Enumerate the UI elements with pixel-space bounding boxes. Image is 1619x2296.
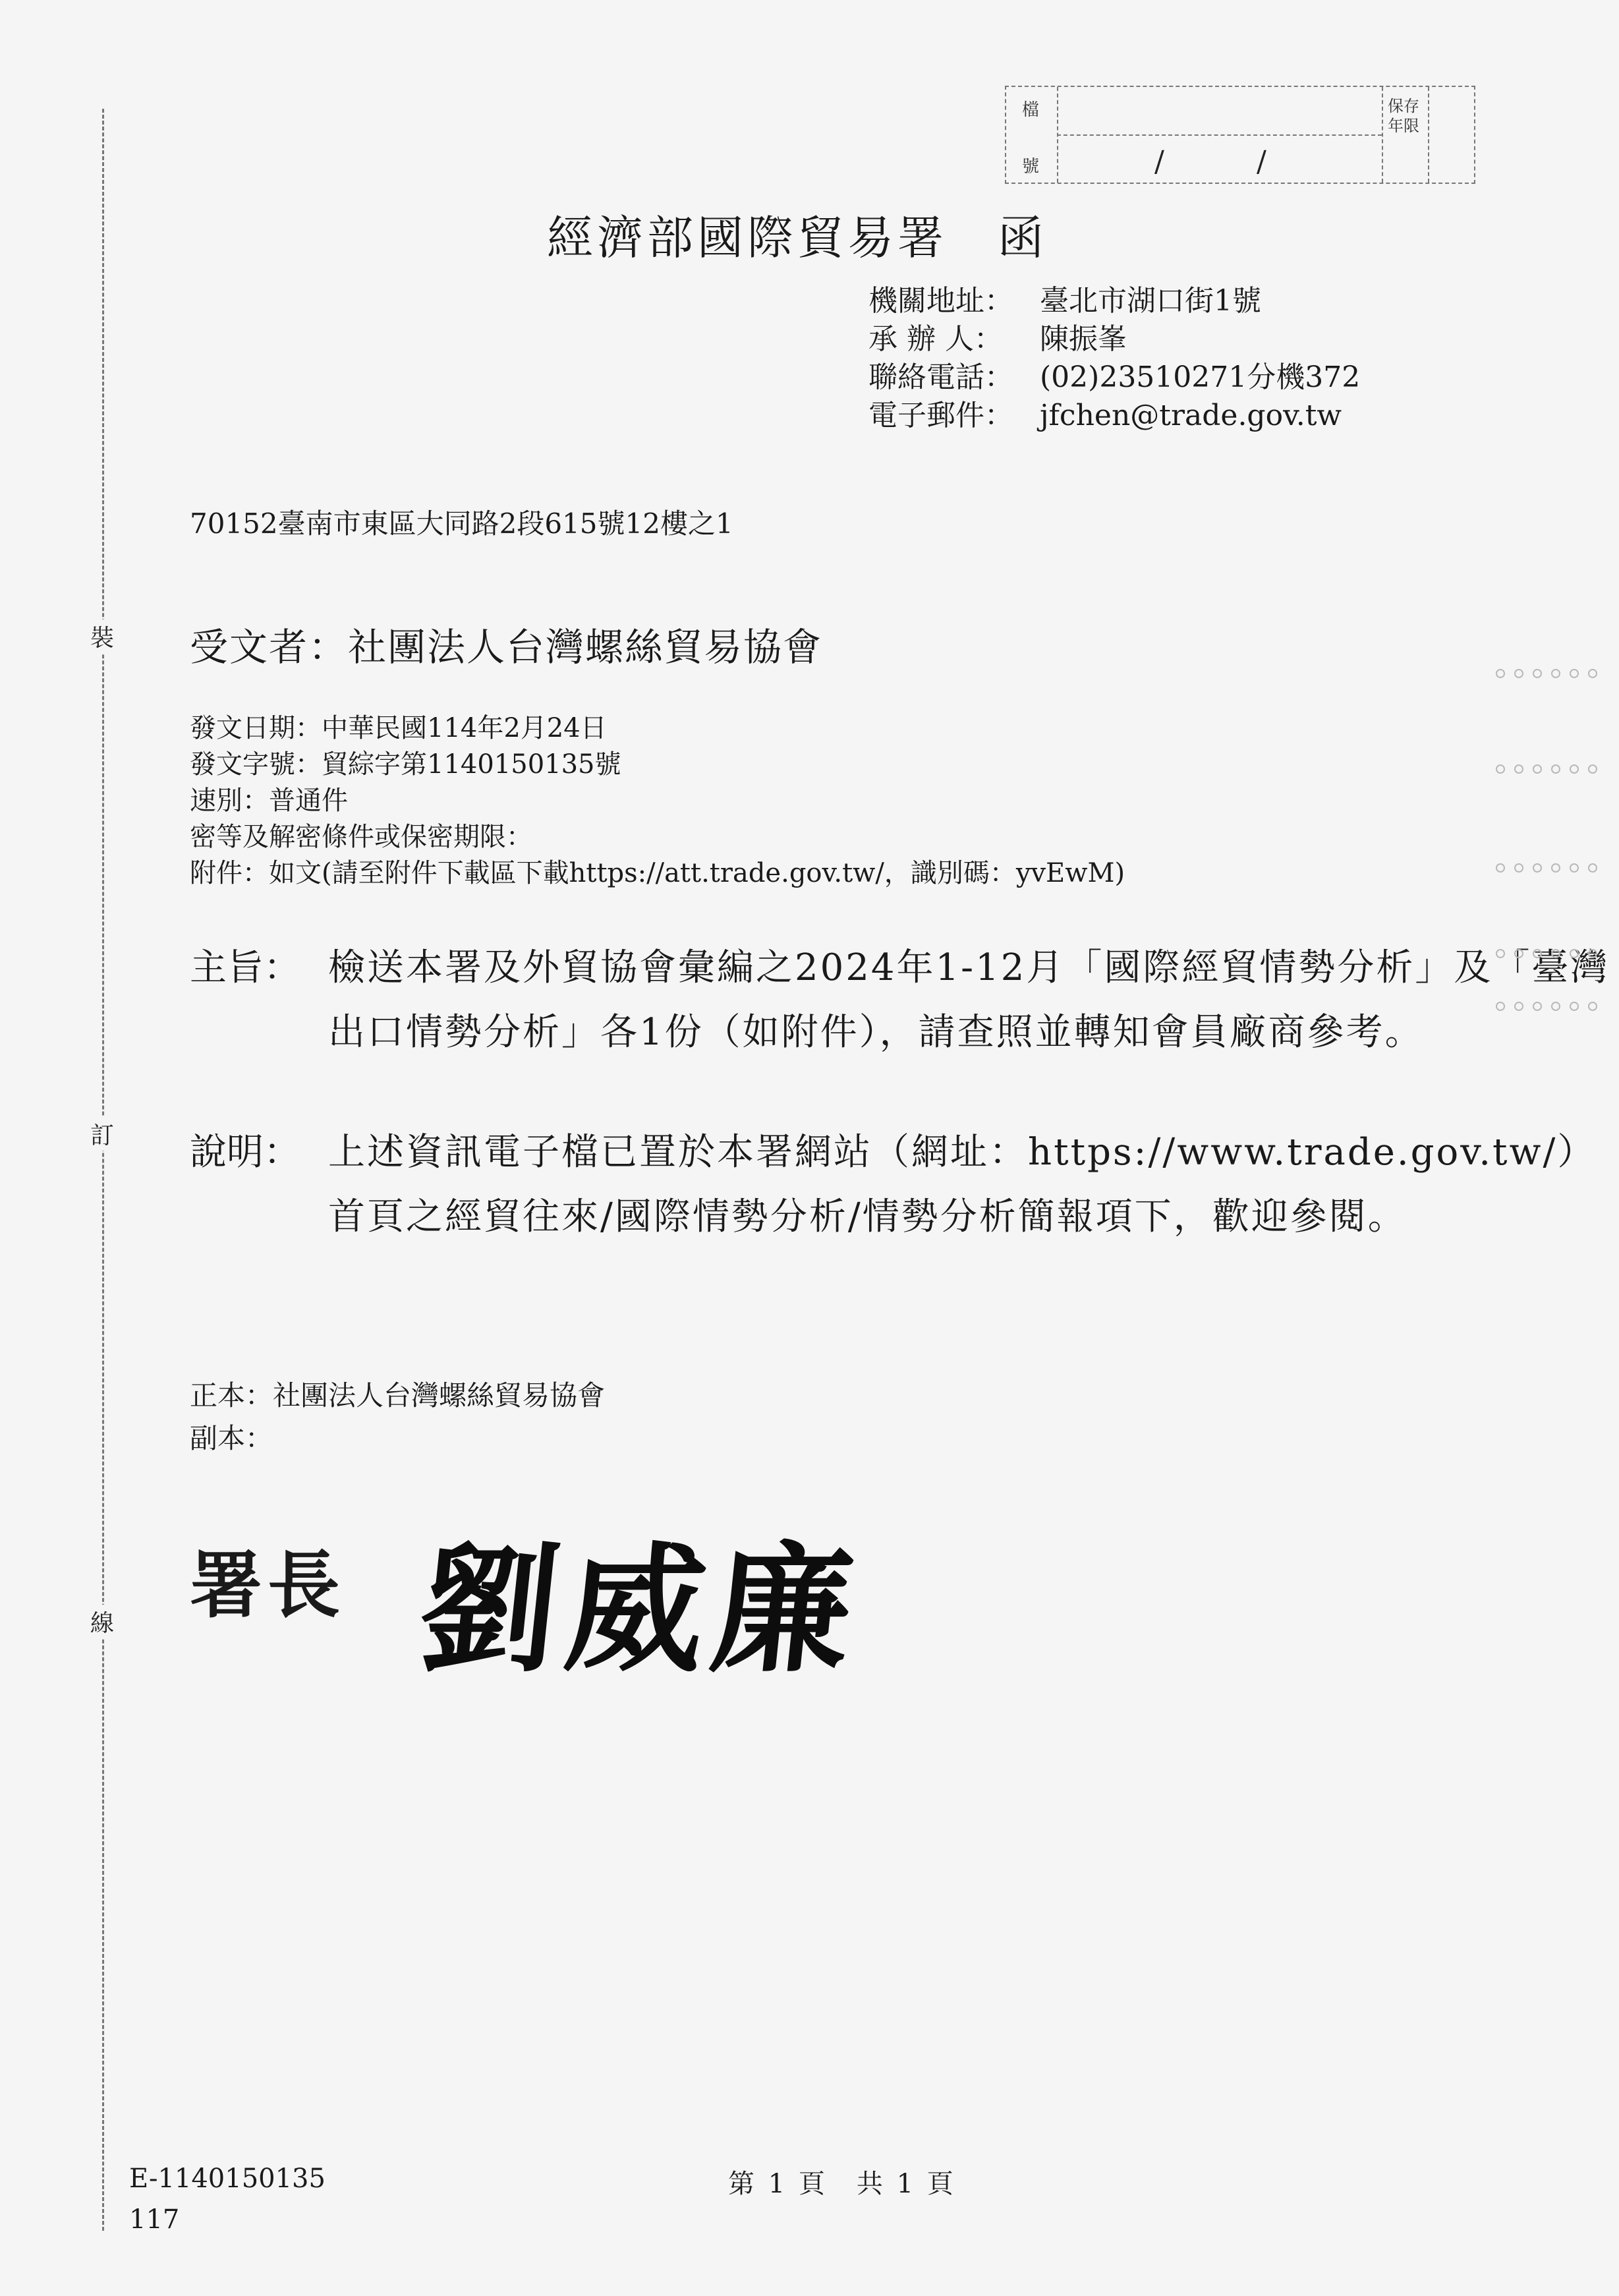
secrecy-level: 密等及解密條件或保密期限： xyxy=(190,822,532,852)
file-label: 檔 xyxy=(1022,100,1040,120)
copy-recipient: 副本： xyxy=(190,1422,273,1454)
contact-block xyxy=(868,282,1360,435)
contact-label: 承 辦 人： xyxy=(868,322,1003,356)
contact-label: 電子郵件： xyxy=(868,399,1013,432)
perforation-dots xyxy=(1496,669,1597,678)
signatory-title: 署長 xyxy=(190,1543,345,1628)
attachment-info: 附件：如文(請至附件下載區下載https://att.trade.gov.tw/，識別碼：yvEwM) xyxy=(190,858,1125,888)
binding-mark-bottom: 線 xyxy=(86,1605,119,1638)
document-code xyxy=(129,2158,326,2240)
subject-text: 檢送本署及外貿協會彙編之2024年1-12月「國際經貿情勢分析」及「臺灣出口情勢分析」各1份（如附件），請查照並轉知會員廠商參考。 xyxy=(328,946,1610,1054)
contact-value: 陳振峯 xyxy=(1040,322,1127,356)
file-box-divider xyxy=(1057,134,1382,136)
contact-row-officer xyxy=(868,320,1360,359)
issue-date: 發文日期：中華民國114年2月24日 xyxy=(190,713,607,743)
binding-mark-middle: 訂 xyxy=(86,1117,119,1151)
document-title: 經濟部國際貿易署 函 xyxy=(547,211,1048,265)
document-metadata xyxy=(190,710,1125,892)
file-slash: / xyxy=(1257,145,1266,179)
contact-row-email xyxy=(868,397,1360,435)
contact-label: 機關地址： xyxy=(868,284,1013,318)
file-box-divider xyxy=(1382,87,1383,183)
recipient-address: 70152臺南市東區大同路2段615號12樓之1 xyxy=(190,507,733,540)
perforation-dots xyxy=(1496,949,1597,958)
explanation-label: 說明： xyxy=(190,1131,300,1174)
number-label: 號 xyxy=(1022,157,1040,177)
contact-row-address xyxy=(868,282,1360,320)
file-slash: / xyxy=(1154,145,1164,179)
retention-label: 保存年限 xyxy=(1388,97,1419,135)
contact-value: 臺北市湖口街1號 xyxy=(1040,284,1261,318)
contact-value: (02)23510271分機372 xyxy=(1040,360,1361,394)
contact-label: 聯絡電話： xyxy=(868,360,1013,394)
file-box-divider xyxy=(1428,87,1429,183)
document-code-main: E-1140150135 xyxy=(129,2164,326,2194)
copies-block xyxy=(190,1374,605,1460)
binding-margin-line xyxy=(102,109,104,2231)
binding-mark-top: 裝 xyxy=(86,619,119,653)
explanation-text: 上述資訊電子檔已置於本署網站（網址：https://www.trade.gov.tw/）首頁之經貿往來/國際情勢分析/情勢分析簡報項下，歡迎參閱。 xyxy=(328,1131,1597,1238)
subject-label: 主旨： xyxy=(190,946,300,989)
signatory-name: 劉威廉 xyxy=(412,1528,868,1691)
perforation-dots xyxy=(1496,1002,1597,1011)
delivery-speed: 速別：普通件 xyxy=(190,786,348,816)
recipient: 受文者：社團法人台灣螺絲貿易協會 xyxy=(190,625,823,670)
contact-value: jfchen@trade.gov.tw xyxy=(1040,399,1342,432)
issue-number: 發文字號：貿綜字第1140150135號 xyxy=(190,749,621,780)
original-recipient: 正本：社團法人台灣螺絲貿易協會 xyxy=(190,1379,606,1412)
contact-row-phone xyxy=(868,359,1360,397)
page-number: 第 1 頁 共 1 頁 xyxy=(728,2169,956,2199)
perforation-dots xyxy=(1496,764,1597,774)
document-code-sub: 117 xyxy=(129,2204,180,2235)
perforation-dots xyxy=(1496,863,1597,873)
file-number-box xyxy=(1005,86,1475,184)
